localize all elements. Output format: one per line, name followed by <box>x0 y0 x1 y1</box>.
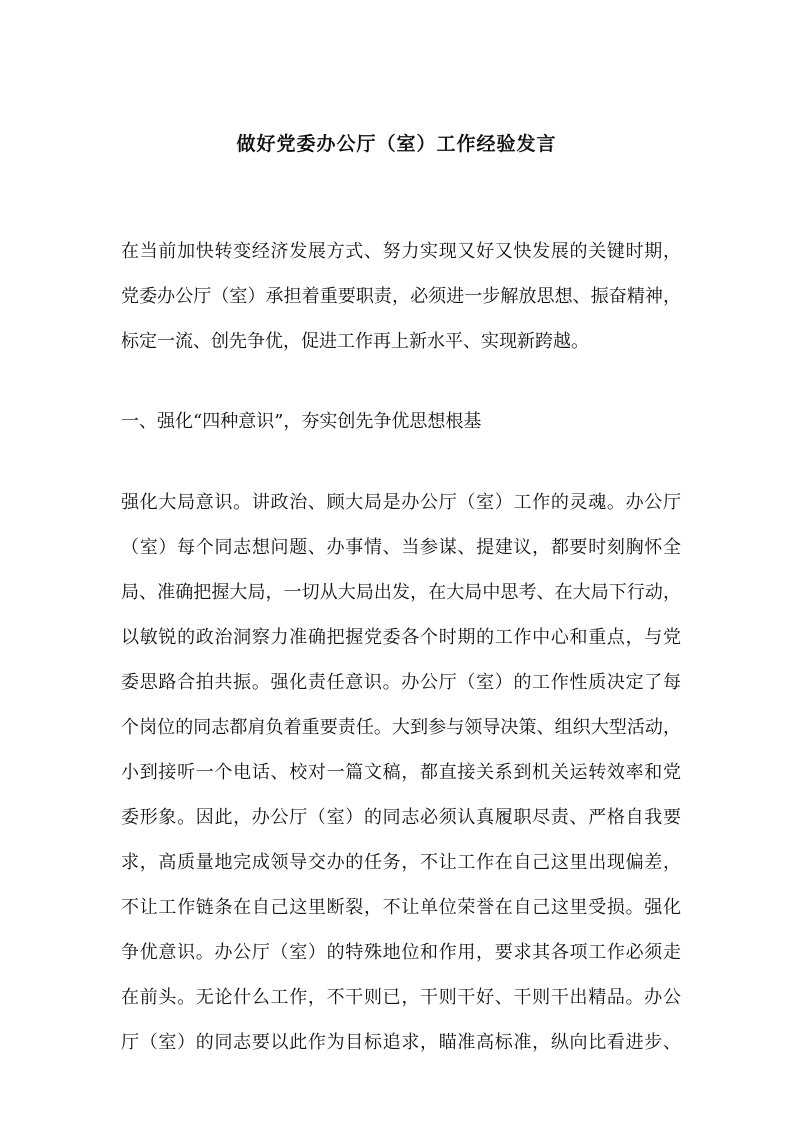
body-line-7: 小到接听一个电话、校对一篇文稿，都直接关系到机关运转效率和党 <box>121 762 681 783</box>
body-line-2: （室）每个同志想问题、办事情、当参谋、提建议，都要时刻胸怀全 <box>121 537 681 558</box>
body-line-10: 不让工作链条在自己这里断裂，不让单位荣誉在自己这里受损。强化 <box>121 897 681 918</box>
body-line-12: 在前头。无论什么工作，不干则已，干则干好、干则干出精品。办公 <box>121 987 681 1008</box>
body-line-3: 局、准确把握大局，一切从大局出发，在大局中思考、在大局下行动， <box>121 582 681 603</box>
body-line-8: 委形象。因此，办公厅（室）的同志必须认真履职尽责、严格自我要 <box>121 807 681 828</box>
body-line-9: 求，高质量地完成领导交办的任务，不让工作在自己这里出现偏差， <box>121 852 681 873</box>
body-line-5: 委思路合拍共振。强化责任意识。办公厅（室）的工作性质决定了每 <box>121 672 681 693</box>
body-line-13: 厅（室）的同志要以此作为目标追求，瞄准高标准，纵向比看进步、 <box>121 1032 681 1053</box>
body-line-1: 强化大局意识。讲政治、顾大局是办公厅（室）工作的灵魂。办公厅 <box>121 492 681 513</box>
body-line-4: 以敏锐的政治洞察力准确把握党委各个时期的工作中心和重点，与党 <box>121 627 681 648</box>
intro-line-1: 在当前加快转变经济发展方式、努力实现又好又快发展的关键时期， <box>121 241 681 262</box>
body-line-6: 个岗位的同志都肩负着重要责任。大到参与领导决策、组织大型活动， <box>121 717 681 738</box>
intro-line-2: 党委办公厅（室）承担着重要职责，必须进一步解放思想、振奋精神， <box>121 286 681 307</box>
body-line-11: 争优意识。办公厅（室）的特殊地位和作用，要求其各项工作必须走 <box>121 942 681 963</box>
section-heading: 一、强化“四种意识”，夯实创先争优思想根基 <box>121 411 482 432</box>
intro-line-3: 标定一流、创先争优，促进工作再上新水平、实现新跨越。 <box>121 331 589 352</box>
document-title: 做好党委办公厅（室）工作经验发言 <box>236 133 557 155</box>
